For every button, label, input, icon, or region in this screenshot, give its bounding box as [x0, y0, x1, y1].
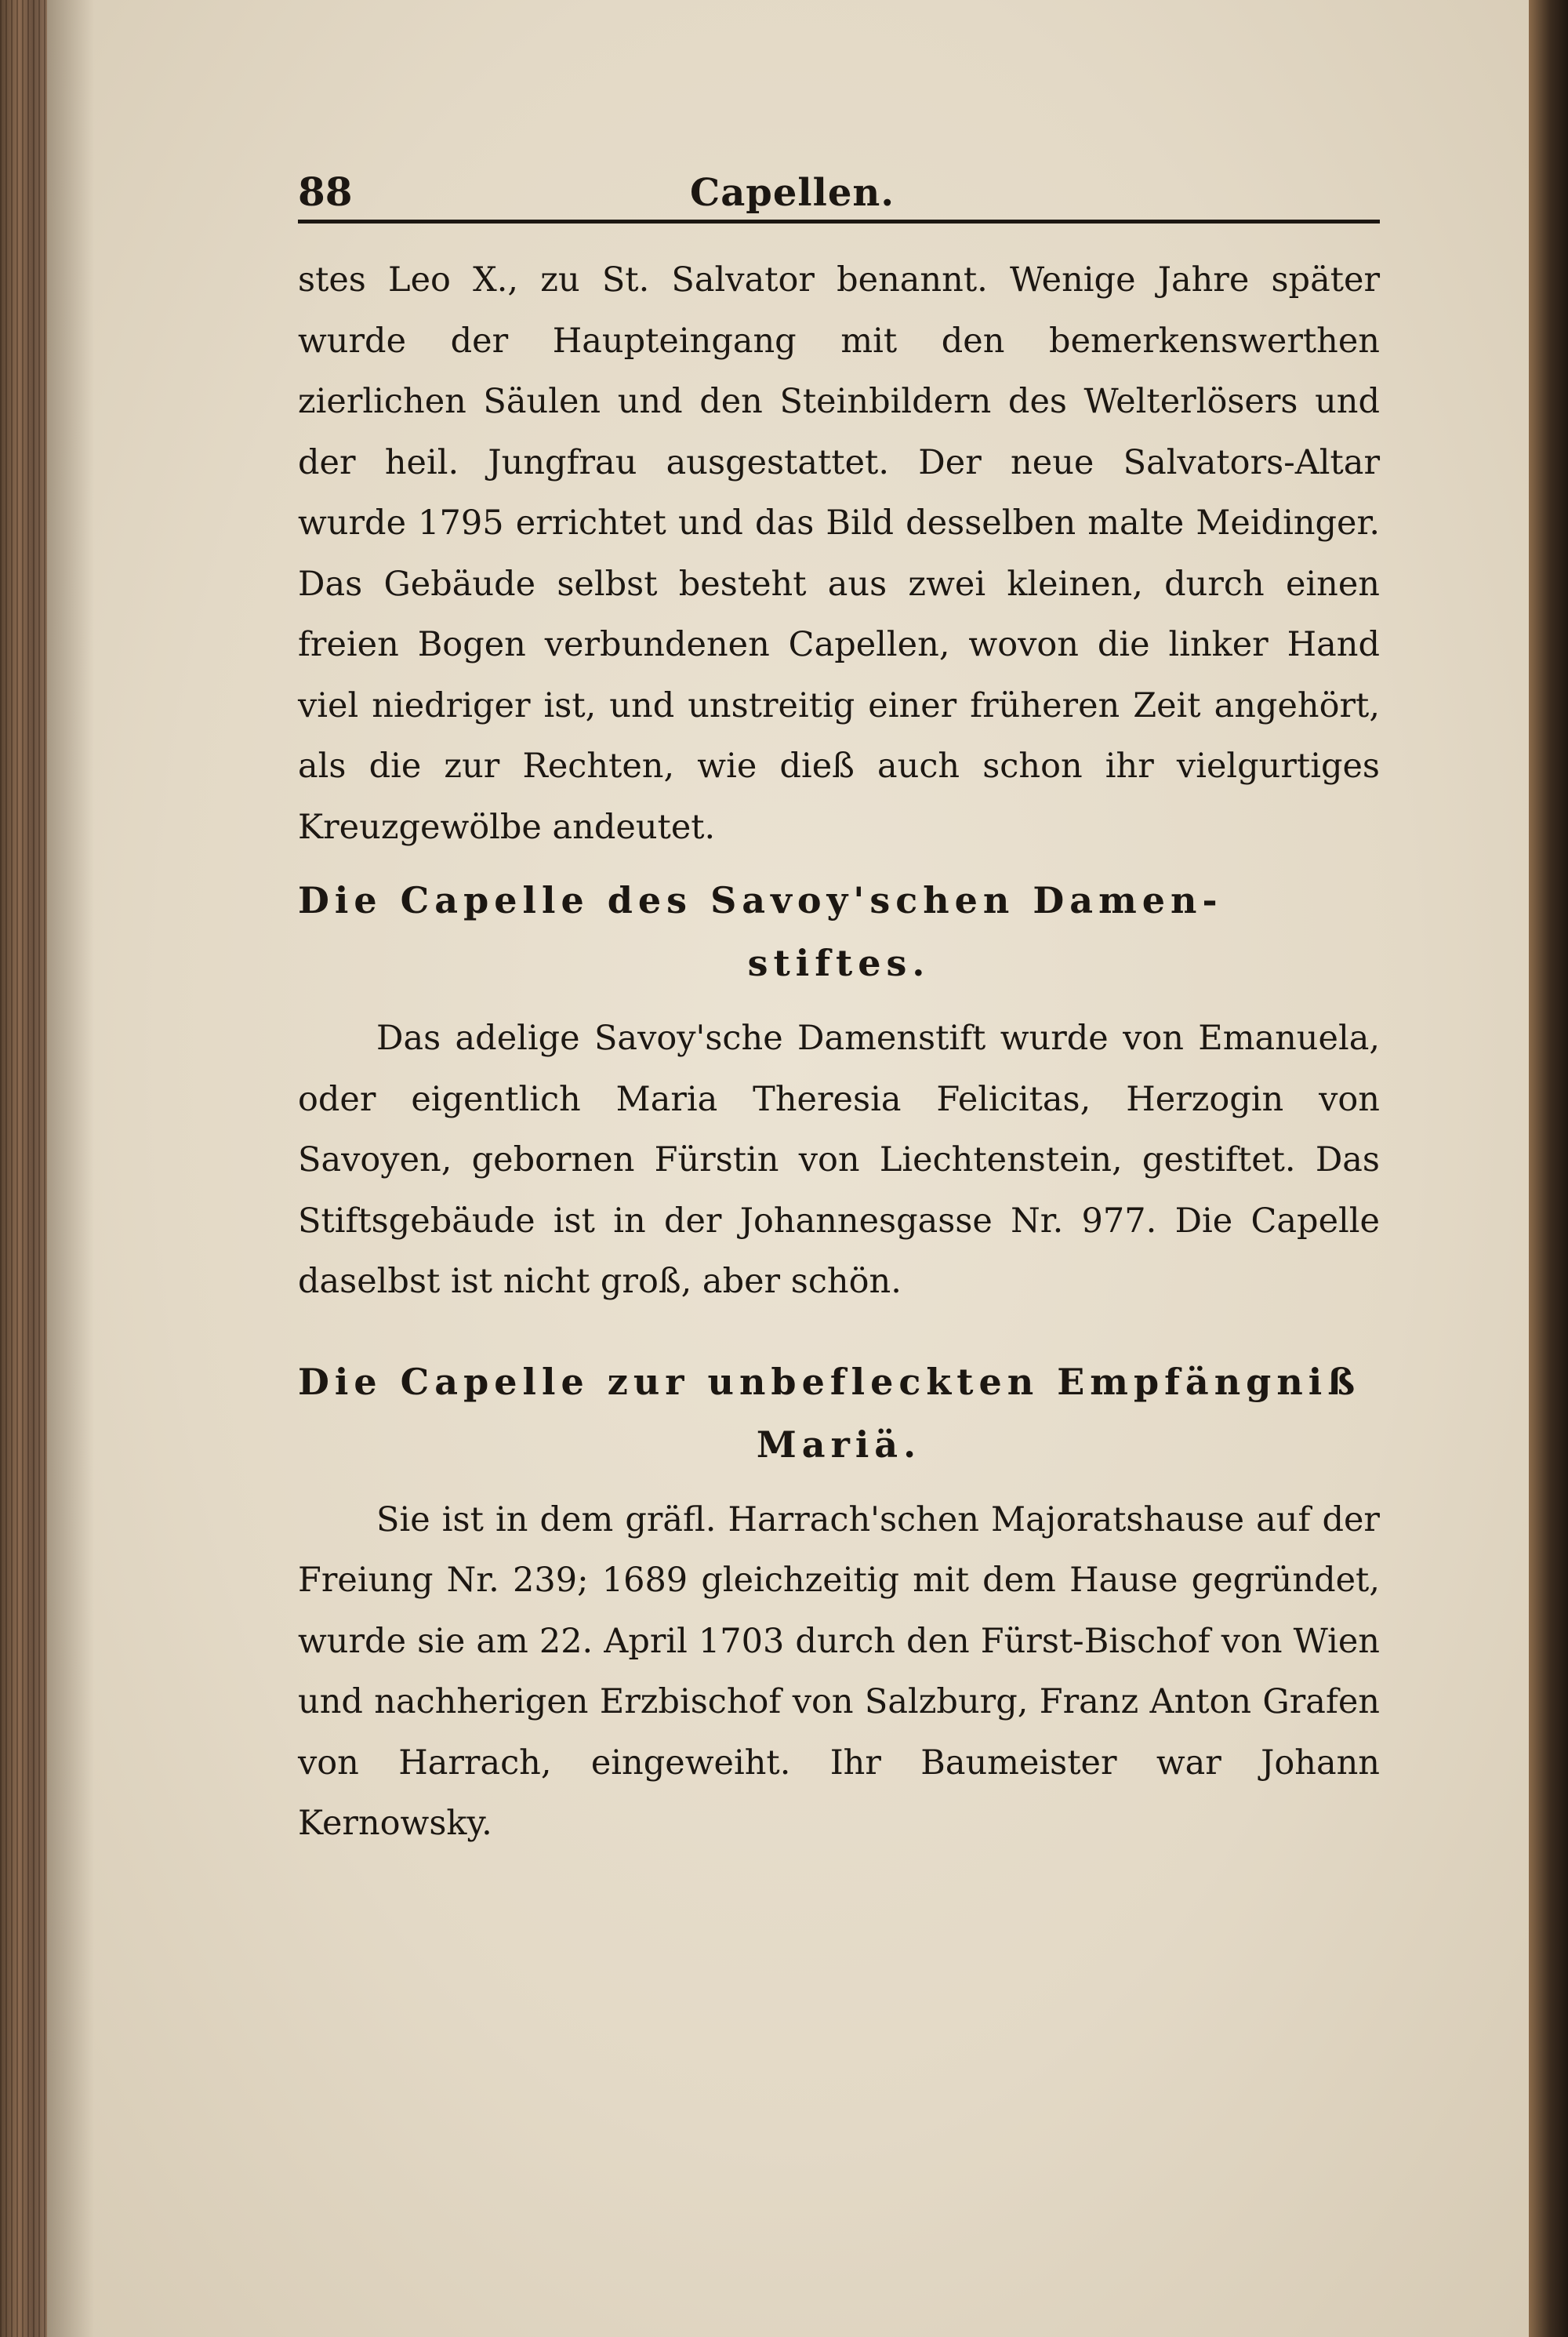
section-paragraph: Sie ist in dem gräfl. Harrach'schen Majoratshause auf der Freiung Nr. 239; 1689 gleichzeitig mit dem Hause gegründet, wurde sie am 22. April 1703 durch den Fürst-Bischof von Wien und nachherigen Erzbischof von Salzburg, Franz Anton Grafen von Harrach, eingeweiht. Ihr Baumeister war Johann Kernowsky.	[298, 1499, 1380, 1843]
section-heading	[298, 1350, 1380, 1476]
running-head: Capellen.	[690, 171, 895, 215]
section-heading-main: Die Capelle zur unbefleckten Empfängniß	[298, 1360, 1361, 1403]
page-number: 88	[298, 169, 353, 215]
page-header	[298, 157, 1380, 224]
section-heading-tail: Mariä.	[756, 1423, 922, 1466]
page-content	[298, 157, 1380, 1855]
section-heading-main: Die Capelle des Savoy'schen Damen-	[298, 879, 1223, 921]
section-savoy-capelle	[298, 869, 1380, 1313]
facing-page-edge	[1529, 0, 1568, 2337]
section-empfaengniss-capelle	[298, 1350, 1380, 1855]
section-paragraph: Das adelige Savoy'sche Damenstift wurde von Emanuela, oder eigentlich Maria Theresia Felicitas, Herzogin von Savoyen, gebornen Fürstin von Liechtenstein, gestiftet. Das Stiftsgebäude ist in der Johannesgasse Nr. 977. Die Capelle daselbst ist nicht groß, aber schön.	[298, 1019, 1380, 1301]
intro-paragraph: stes Leo X., zu St. Salvator benannt. Wenige Jahre später wurde der Haupteingang mit den bemerkenswerthen zierlichen Säulen und den Steinbildern des Welterlösers und der heil. Jungfrau ausgestattet. Der neue Salvators-Altar wurde 1795 errichtet und das Bild desselben malte Meidinger. Das Gebäude selbst besteht aus zwei kleinen, durch einen freien Bogen verbundenen Capellen, wovon die linker Hand viel niedriger ist, und unstreitig einer früheren Zeit angehört, als die zur Rechten, wie dieß auch schon ihr vielgurtiges Kreuzgewölbe andeutet.	[298, 260, 1380, 847]
body-text	[298, 250, 1380, 1855]
section-heading-tail: stiftes.	[747, 942, 931, 984]
section-heading	[298, 869, 1380, 994]
gutter-shadow	[47, 0, 94, 2337]
